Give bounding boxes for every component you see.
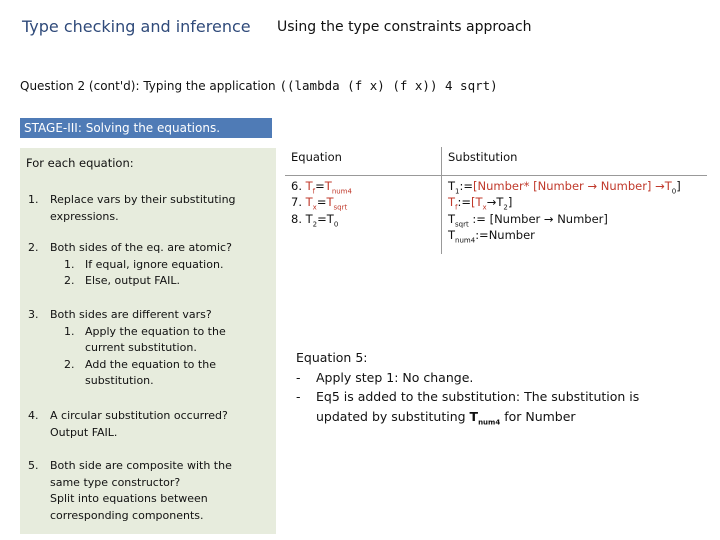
column-header-substitution: Substitution	[442, 147, 708, 176]
step-text: Replace vars by their substituting expressions.	[50, 193, 236, 223]
sub-step: 2. Else, output FAIL.	[64, 274, 180, 287]
equation5-note	[296, 348, 639, 433]
step-number: 4.	[28, 409, 39, 422]
question-text: Typing the application	[143, 79, 276, 93]
equation5-line: - Eq5 is added to the substitution: The substitution is	[296, 389, 640, 404]
question-label: Question 2 (cont'd):	[20, 79, 140, 93]
question-line	[20, 78, 498, 93]
step-number: 1.	[28, 193, 39, 206]
substitution-item: $T_f:=[T_x\to T_2]$	[448, 195, 513, 212]
stage-label: STAGE-III:	[24, 121, 82, 135]
sub-step: 1. Apply the equation to the current substitution.	[64, 324, 226, 354]
slide-subtitle: Using the type constraints approach	[277, 19, 532, 35]
column-header-equation: Equation	[285, 147, 442, 176]
equation5-title: Equation 5:	[296, 350, 368, 365]
step-text: Both sides of the eq. are atomic?	[50, 241, 232, 254]
step-number: 5.	[28, 459, 39, 472]
equation5-line: updated by substituting $T_{num4}$ for Number	[316, 408, 576, 426]
equation-item: 8. $T_2=T_0$	[291, 211, 339, 228]
equation-item: 6. $T_f=T_{num4}$	[291, 179, 352, 196]
steps-heading: For each equation:	[26, 156, 134, 170]
substitution-item: $T_{sqrt}$ := [Number → Number]	[448, 211, 608, 228]
substitution-item: $T_{num4}:=Number$	[448, 227, 535, 245]
slide-title: Type checking and inference	[22, 17, 251, 36]
steps-panel	[20, 148, 276, 534]
step-text: Both sides are different vars?	[50, 308, 212, 321]
table-row	[285, 176, 707, 255]
equation5-line: - Apply step 1: No change.	[296, 369, 474, 385]
step-text-2: Split into equations between corresponding components.	[50, 492, 208, 522]
stage-banner	[20, 118, 272, 138]
table-header-row	[285, 147, 707, 176]
equation-item: 7. $T_x=T_{sqrt}$	[291, 195, 348, 212]
step-text: Both side are composite with the same type constructor?	[50, 459, 232, 489]
step-text-2: Output FAIL.	[50, 425, 118, 439]
step-number: 3.	[28, 308, 39, 321]
substitutions-cell	[442, 176, 708, 255]
equations-cell	[285, 176, 442, 255]
stage-text: Solving the equations.	[85, 121, 221, 135]
sub-step: 1. If equal, ignore equation.	[64, 257, 224, 271]
equations-table	[285, 147, 707, 254]
question-code: ((lambda (f x) (f x)) 4 sqrt)	[279, 78, 498, 93]
sub-step: 2. Add the equation to the substitution.	[64, 357, 216, 387]
substitution-item: $T_1:=[Number*$ [Number → Number] $\to T_0$]	[448, 179, 681, 196]
step-text: A circular substitution occurred?	[50, 409, 228, 422]
step-number: 2.	[28, 241, 39, 254]
